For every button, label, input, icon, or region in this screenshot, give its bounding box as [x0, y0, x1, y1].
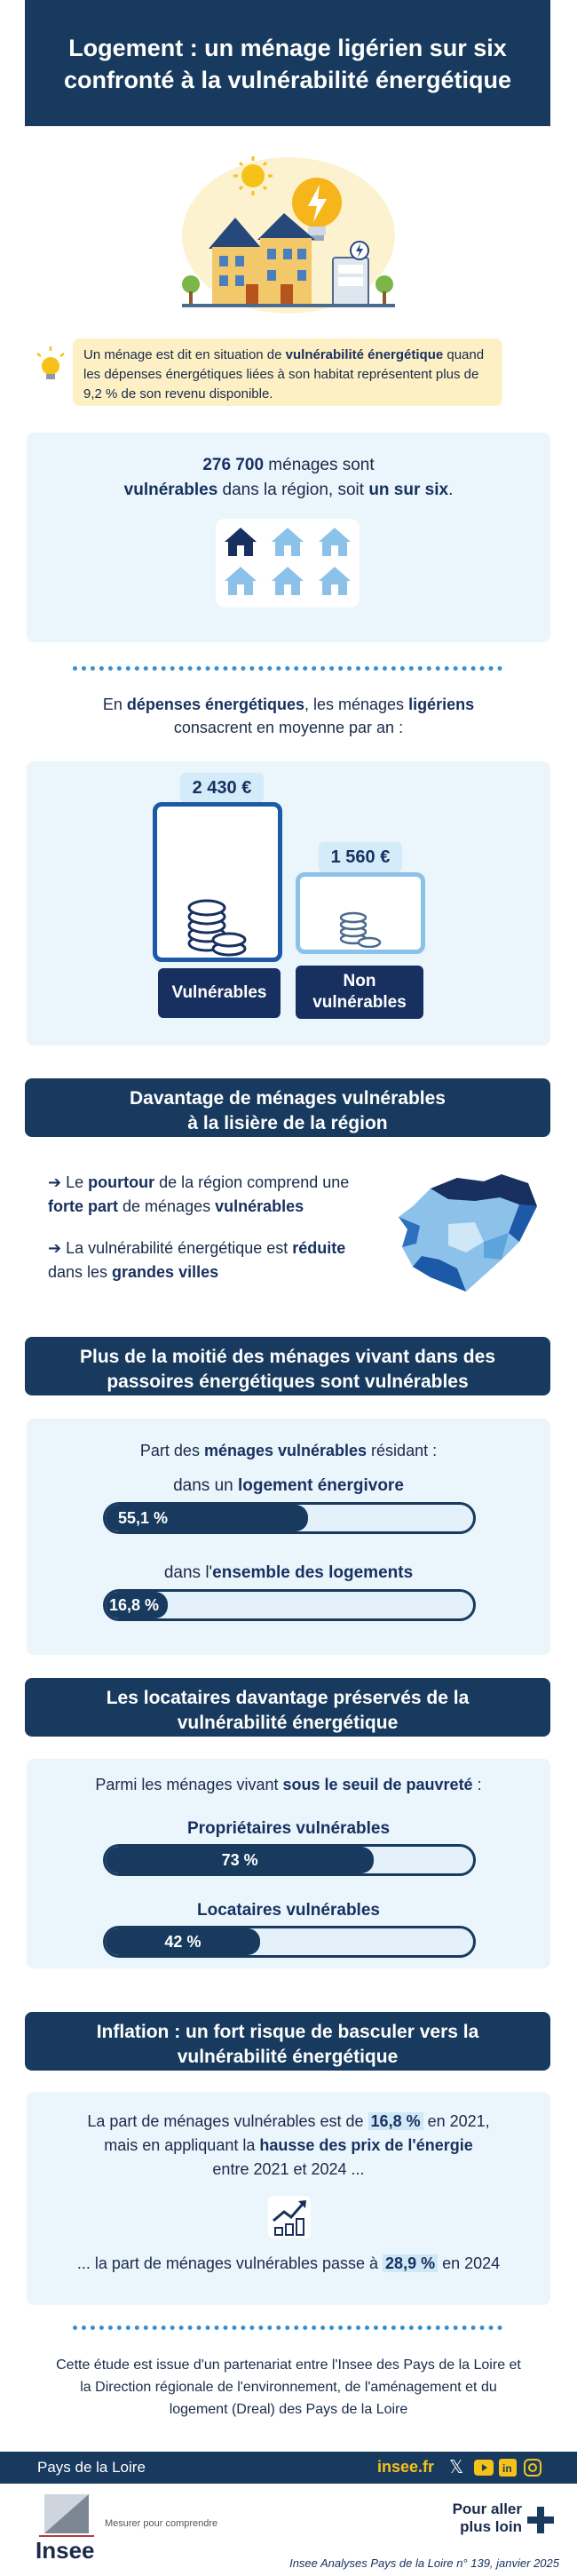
tenants-intro-pre: Parmi les ménages vivant: [95, 1776, 283, 1793]
owners-bar-label: Propriétaires vulnérables: [186, 1819, 391, 1838]
edge-b2-bold: réduite: [292, 1239, 346, 1257]
coins-small-icon: [336, 907, 382, 948]
inflation-line-1: [27, 2110, 550, 2134]
definition-text-end: quand les dépenses énergétiques liées à son habitat représentent plus de 9,2 % de son revenu disponible.: [83, 347, 485, 402]
inflation-line-2: [27, 2134, 550, 2158]
inflation-2024-value: 28,9 %: [383, 2254, 438, 2272]
households-line-2: [27, 478, 550, 503]
rising-coins-chart-icon: [266, 2194, 312, 2240]
spending-intro-bold-2: ligériens: [408, 696, 475, 713]
partnership-line-2: la Direction régionale de l'environnement, de l'aménagement et du: [80, 2380, 497, 2395]
dotted-divider-2: [73, 2326, 502, 2330]
vulnerable-spending-value: 2 430 €: [180, 773, 264, 803]
vulnerable-label: Vulnérables: [158, 968, 281, 1018]
insee-tagline: Mesurer pour comprendre: [105, 2518, 218, 2529]
edge-b2-mid: dans les: [48, 1263, 113, 1281]
title-line-2: confronté à la vulnérabilité énergétique: [63, 67, 512, 93]
sieves-bar1-fill: 55,1 %: [106, 1505, 308, 1531]
non-vulnerable-label-1: Non: [343, 972, 376, 990]
linkedin-icon[interactable]: [499, 2459, 517, 2477]
section-edge-title-1: Davantage de ménages vulnérables: [130, 1088, 446, 1109]
inflation-line-3: entre 2021 et 2024 ...: [212, 2160, 365, 2178]
inflation-p2-bold: hausse des prix de l'énergie: [259, 2136, 473, 2154]
coins-stack-icon: [180, 888, 251, 959]
spending-box: [27, 761, 550, 1046]
partnership-line-1: Cette étude est issue d'un partenariat entre l'Insee des Pays de la Loire et: [56, 2357, 521, 2373]
spending-intro-mid: , les ménages: [304, 696, 409, 713]
svg-text:in: in: [502, 2462, 512, 2475]
section-tenants-title-2: vulnérabilité énergétique: [177, 1713, 399, 1733]
edge-b1-bold-2: forte part: [48, 1197, 119, 1215]
insee-site-link[interactable]: insee.fr: [377, 2458, 435, 2476]
spending-intro-pre: En: [102, 696, 127, 713]
sieves-intro-bold: ménages vulnérables: [203, 1442, 368, 1459]
house-energy-illustration: [173, 151, 404, 315]
spending-intro-1: [27, 693, 550, 717]
footer-bar: [0, 2452, 577, 2484]
idea-bulb-icon: [32, 345, 69, 387]
sieves-bar1-track: [103, 1502, 476, 1534]
sieves-intro-post: résidant :: [367, 1442, 438, 1459]
tenants-bar-fill: 42 %: [106, 1928, 260, 1955]
sieves-bar2-pre: dans l': [163, 1563, 213, 1582]
edge-b1-mid-2: de ménages: [118, 1197, 216, 1215]
partnership-text: [27, 2354, 550, 2421]
publication-reference: Insee Analyses Pays de la Loire n° 139, janvier 2025: [289, 2556, 559, 2570]
inflation-p2-pre: mais en appliquant la: [104, 2136, 260, 2154]
inflation-p4-post: en 2024: [438, 2254, 501, 2272]
houses-one-in-six-icon: [216, 519, 360, 608]
edge-bullet-2: ➔ La vulnérabilité énergétique est réduite dans les grandes villes: [48, 1239, 346, 1281]
inflation-p1-pre: La part de ménages vulnérables est de: [87, 2112, 368, 2130]
edge-bullet-1: ➔ Le pourtour de la région comprend une forte part de ménages vulnérables: [48, 1173, 350, 1215]
insee-logo-text: Insee: [36, 2537, 95, 2564]
section-inflation-title-1: Inflation : un fort risque de basculer vers la: [96, 2022, 479, 2042]
inflation-line-4: [27, 2252, 550, 2276]
section-inflation-title-2: vulnérabilité énergétique: [177, 2047, 399, 2067]
section-sieves-title: [25, 1337, 550, 1395]
page-title: [25, 0, 550, 126]
x-social-icon[interactable]: 𝕏: [449, 2458, 464, 2477]
sieves-bar2-label: [27, 1563, 550, 1583]
partnership-line-3: logement (Dreal) des Pays de la Loire: [169, 2402, 408, 2417]
households-bold-1: vulnérables: [123, 481, 218, 499]
plus-icon[interactable]: [526, 2505, 556, 2535]
definition-text: Un ménage est dit en situation de: [83, 347, 286, 362]
sieves-bar2-bold: ensemble des logements: [212, 1563, 414, 1582]
sieves-intro: [27, 1439, 550, 1463]
section-edge-title: [25, 1078, 550, 1137]
section-sieves-title-1: Plus de la moitié des ménages vivant dans des: [79, 1347, 495, 1367]
sieves-intro-pre: Part des: [139, 1442, 204, 1459]
edge-b1-bold: pourtour: [88, 1173, 155, 1191]
section-tenants-title-1: Les locataires davantage préservés de la: [106, 1688, 470, 1708]
tenants-bar-track: [103, 1926, 476, 1958]
non-vulnerable-spending-box: [296, 872, 425, 954]
edge-b2-pre: La vulnérabilité énergétique est: [66, 1239, 293, 1257]
tenants-intro: [27, 1773, 550, 1797]
youtube-icon[interactable]: [474, 2460, 494, 2476]
edge-b1-pre: Le: [66, 1173, 89, 1191]
inflation-p1-post: en 2021,: [423, 2112, 490, 2130]
section-tenants-title: [25, 1678, 550, 1737]
dotted-divider: [73, 666, 502, 671]
edge-b1-bold-3: vulnérables: [215, 1197, 304, 1215]
more-info-1: Pour aller: [452, 2500, 522, 2517]
households-count: 276 700: [202, 456, 265, 474]
households-line-1: [27, 453, 550, 478]
sieves-bar2-track: [103, 1589, 476, 1621]
tenants-bar-label: Locataires vulnérables: [197, 1901, 380, 1920]
section-edge-title-2: à la lisière de la région: [187, 1113, 388, 1133]
non-vulnerable-label-2: vulnérables: [312, 993, 407, 1012]
edge-b1-mid: de la région comprend une: [154, 1173, 350, 1191]
owners-bar-fill: 73 %: [106, 1847, 374, 1873]
more-info-link[interactable]: [415, 2500, 522, 2536]
households-text: ménages sont: [264, 456, 375, 474]
definition-keyword: vulnérabilité énergétique: [285, 347, 444, 362]
title-line-1: Logement : un ménage ligérien sur six: [68, 35, 507, 61]
footer-region: Pays de la Loire: [37, 2459, 146, 2476]
spending-intro-2: consacrent en moyenne par an :: [173, 719, 404, 736]
vulnerable-spending-box: [153, 802, 282, 962]
edge-b2-bold-2: grandes villes: [112, 1263, 219, 1281]
instagram-icon[interactable]: [524, 2459, 541, 2477]
more-info-2: plus loin: [460, 2518, 522, 2535]
inflation-2021-value: 16,8 %: [368, 2112, 423, 2130]
sieves-bar2-fill: 16,8 %: [106, 1592, 168, 1618]
tenants-intro-bold: sous le seuil de pauvreté: [282, 1776, 473, 1793]
sieves-bar1-label: [27, 1476, 550, 1496]
region-map-icon: [395, 1171, 546, 1295]
households-bold-2: un sur six: [368, 481, 449, 499]
section-inflation-title: [25, 2012, 550, 2071]
tenants-intro-post: :: [472, 1776, 482, 1793]
sieves-bar1-pre: dans un: [173, 1476, 238, 1495]
non-vulnerable-label: [296, 966, 423, 1019]
section-sieves-title-2: passoires énergétiques sont vulnérables: [107, 1371, 469, 1392]
definition-box: [73, 338, 502, 406]
households-mid: dans la région, soit: [217, 481, 369, 499]
households-end: .: [448, 481, 454, 499]
non-vulnerable-spending-value: 1 560 €: [319, 842, 402, 872]
owners-bar-track: [103, 1844, 476, 1876]
spending-intro-bold: dépenses énergétiques: [126, 696, 304, 713]
inflation-p4-pre: ... la part de ménages vulnérables passe à: [76, 2254, 383, 2272]
sieves-bar1-bold: logement énergivore: [238, 1476, 404, 1495]
